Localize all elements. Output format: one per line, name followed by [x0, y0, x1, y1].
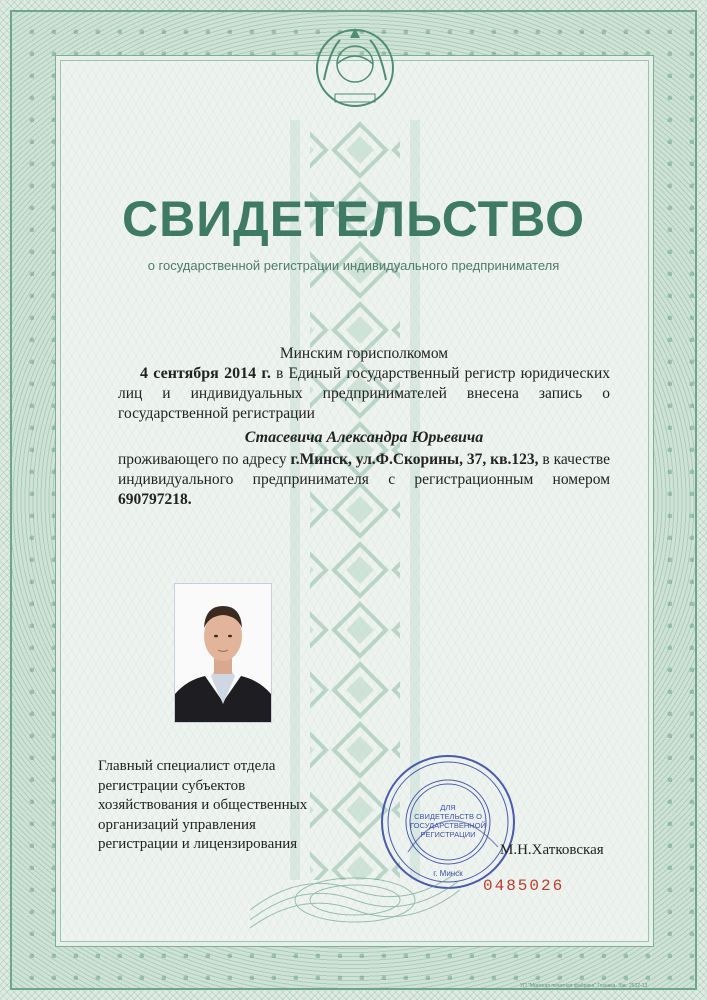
position-line: регистрации и лицензирования: [98, 836, 298, 852]
position-line: организаций управления: [98, 816, 256, 833]
signer-name: М.Н.Хатковская: [500, 842, 604, 858]
address-suffix: в качестве индивидуального предпринимателя с регистрационным номером: [118, 451, 610, 488]
stamp-line: ДЛЯ: [440, 803, 456, 812]
address-statement: [118, 450, 610, 510]
serial-number: 0485026: [483, 877, 565, 895]
holder-photo: [174, 583, 272, 723]
stamp-line: ГОСУДАРСТВЕННОЙ: [410, 821, 486, 830]
address-value: г.Минск, ул.Ф.Скорины, 37, кв.123,: [290, 451, 539, 468]
state-emblem-icon: [310, 20, 400, 115]
signer-position: [98, 757, 388, 855]
document-subtitle: о государственной регистрации индивидуального предпринимателя: [147, 258, 560, 273]
registration-date: 4 сентября 2014 г.: [140, 365, 271, 382]
registration-statement-text: в Единый государственный регистр юридических лиц и индивидуальных предпринимателей внесена запись о государственной регистрации: [118, 365, 610, 422]
registration-statement: [118, 364, 610, 424]
registration-number: 690797218.: [118, 491, 192, 508]
position-line: регистрации субъектов: [98, 777, 246, 794]
printer-imprint: УП "Минская печатная фабрика" Гознака. Зак. 2532-13: [520, 983, 648, 989]
address-prefix: проживающего по адресу: [118, 451, 291, 468]
stamp-city: г. Минск: [433, 869, 463, 878]
position-line: Главный специалист отдела: [98, 758, 276, 774]
entrepreneur-name: Стасевича Александра Юрьевича: [244, 429, 484, 446]
stamp-line: РЕГИСТРАЦИИ: [420, 830, 476, 839]
rosette-ornament: [250, 870, 460, 930]
stamp-line: СВИДЕТЕЛЬСТВ О: [414, 812, 482, 821]
issuing-authority: Минским горисполкомом: [279, 345, 449, 362]
certificate-body: [118, 344, 610, 510]
document-title: СВИДЕТЕЛЬСТВО: [122, 191, 585, 247]
position-line: хозяйствования и общественных: [98, 797, 308, 813]
